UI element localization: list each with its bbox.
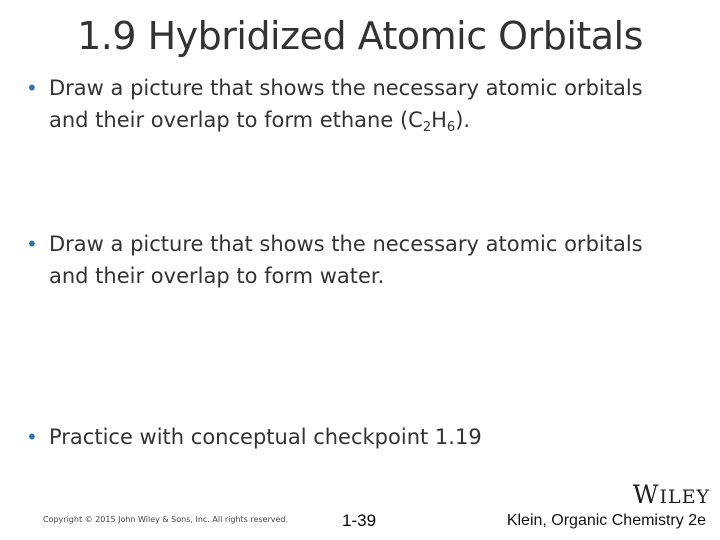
page-number: 1-39 xyxy=(342,511,377,530)
formula-part: H xyxy=(431,108,447,132)
copyright-notice: Copyright © 2015 John Wiley & Sons, Inc. All rights reserved. xyxy=(43,515,289,524)
bullet-line: Practice with conceptual checkpoint 1.19 xyxy=(49,425,482,449)
bullet-text xyxy=(49,228,706,292)
wiley-logo xyxy=(633,480,710,509)
formula-suffix: ). xyxy=(455,108,471,132)
subscript: 2 xyxy=(422,120,432,135)
bullet-dot: • xyxy=(26,232,38,256)
bullet-line: and their overlap to form ethane (C xyxy=(49,108,423,132)
book-title: Klein, Organic Chemistry 2e xyxy=(506,512,706,529)
bullet-text xyxy=(49,421,706,453)
logo-initial: W xyxy=(632,480,660,509)
bullet-text xyxy=(49,72,706,136)
bullet-line: and their overlap to form water. xyxy=(49,264,385,288)
bullet-dot: • xyxy=(26,76,38,100)
slide-title: 1.9 Hybridized Atomic Orbitals xyxy=(77,14,643,58)
bullet-dot: • xyxy=(26,425,38,449)
bullet-line: Draw a picture that shows the necessary atomic orbitals xyxy=(49,232,643,256)
logo-rest: ILEY xyxy=(659,486,710,508)
bullet-line: Draw a picture that shows the necessary atomic orbitals xyxy=(49,76,643,100)
bullet-ethane xyxy=(26,72,706,136)
bullet-practice xyxy=(26,421,706,453)
bullet-water xyxy=(26,228,706,292)
subscript: 6 xyxy=(446,120,456,135)
